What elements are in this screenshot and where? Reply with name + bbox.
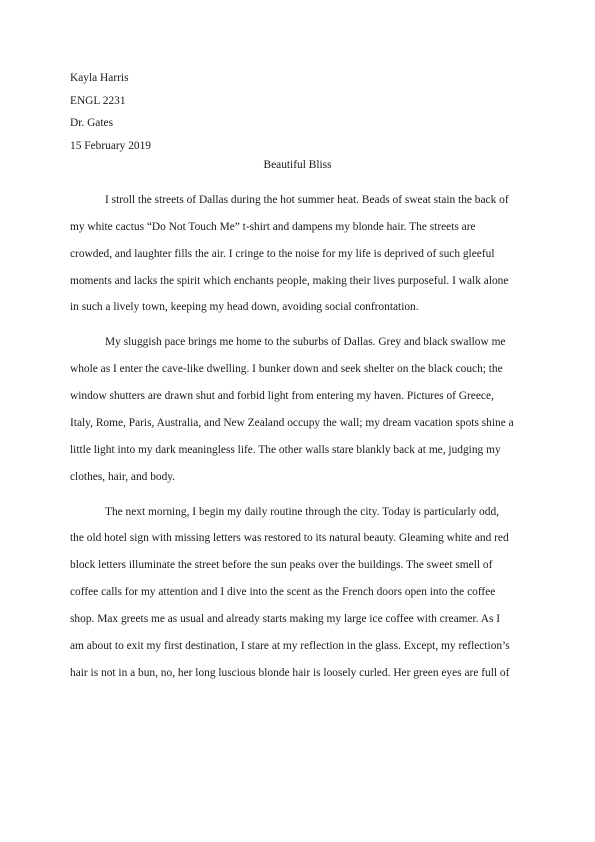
paragraph-line: I stroll the streets of Dallas during the hot summer heat. Beads of sweat stain the back of — [105, 194, 509, 206]
paragraph-line: The next morning, I begin my daily routine through the city. Today is particularly odd, — [105, 506, 499, 518]
course-code: ENGL 2231 — [70, 94, 126, 107]
paragraph-line: in such a lively town, keeping my head down, avoiding social confrontation. — [70, 301, 419, 313]
paragraph-line: hair is not in a bun, no, her long luscious blonde hair is loosely curled. Her green eyes are full of — [70, 667, 510, 679]
author-name: Kayla Harris — [70, 72, 129, 84]
mla-heading — [70, 67, 530, 157]
paragraph-line: moments and lacks the spirit which enchants people, making their lives purposeful. I walk alone — [70, 275, 509, 287]
paragraph-line: Italy, Rome, Paris, Australia, and New Zealand occupy the wall; my dream vacation spots shine a — [70, 417, 514, 429]
paragraph-line: window shutters are drawn shut and forbid light from entering my haven. Pictures of Greece, — [70, 390, 494, 402]
submission-date: 15 February 2019 — [70, 139, 151, 152]
paragraph-line: am about to exit my first destination, I stare at my reflection in the glass. Except, my reflection’s — [70, 640, 510, 652]
instructor-name: Dr. Gates — [70, 117, 114, 130]
paragraph-line: coffee calls for my attention and I dive into the scent as the French doors open into the coffee — [70, 586, 496, 598]
paragraph-line: shop. Max greets me as usual and already starts making my large ice coffee with creamer. As I — [70, 613, 501, 625]
paragraph-line: clothes, hair, and body. — [70, 471, 176, 483]
paragraph-line: whole as I enter the cave-like dwelling. I bunker down and seek shelter on the black couch; the — [70, 363, 503, 375]
essay-title: Beautiful Bliss — [263, 159, 332, 171]
paragraph-line: My sluggish pace brings me home to the suburbs of Dallas. Grey and black swallow me — [105, 336, 506, 348]
paragraph-line: my white cactus “Do Not Touch Me” t-shirt and dampens my blonde hair. The streets are — [70, 221, 476, 233]
paragraph-line: block letters illuminate the street before the sun peaks over the buildings. The sweet smell of — [70, 559, 493, 571]
paragraph-line: little light into my dark meaningless life. The other walls stare blankly back at me, judging my — [70, 444, 501, 456]
paragraph-line: crowded, and laughter fills the air. I cringe to the noise for my life is deprived of such gleeful — [70, 248, 495, 260]
paragraph-line: the old hotel sign with missing letters was restored to its natural beauty. Gleaming white and red — [70, 532, 509, 544]
